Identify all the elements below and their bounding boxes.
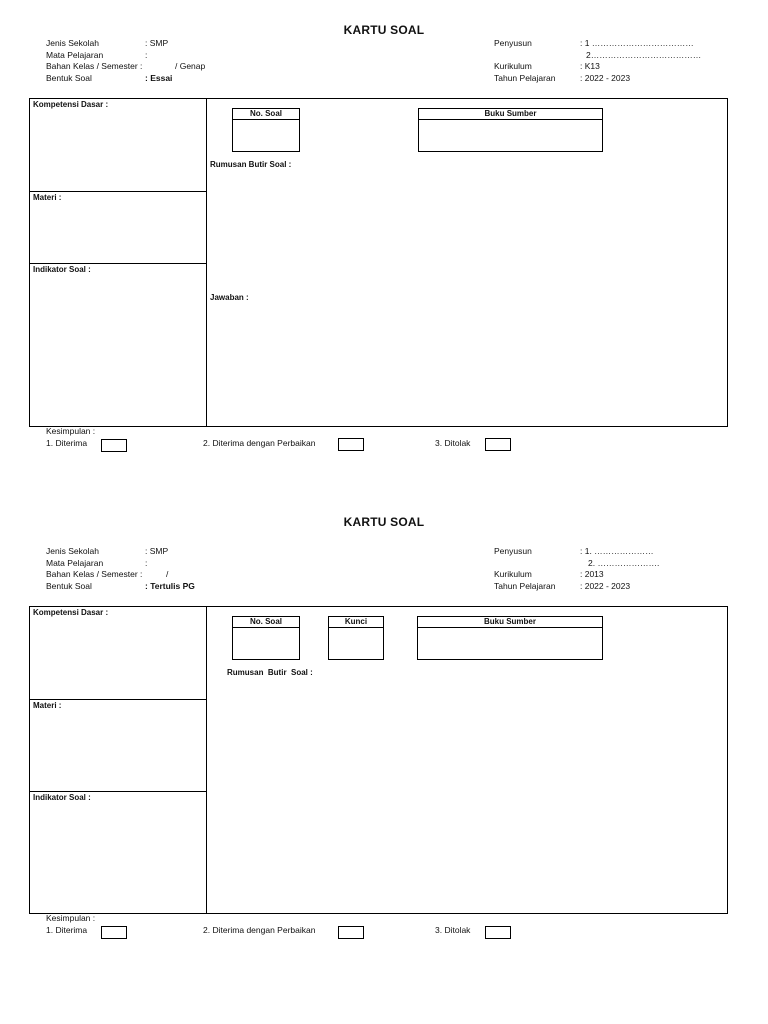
meta-value: : SMP [145,546,169,556]
meta-value: : 2022 - 2023 [580,72,631,83]
meta-label: Bahan Kelas / Semester : [46,61,143,72]
meta-row [494,546,734,558]
meta-value: : SMP [145,38,169,48]
materi-label: Materi : [33,193,62,202]
no-soal-box [232,616,300,660]
rumusan-butir-soal-label: Rumusan Butir Soal : [227,668,313,677]
left-column [30,99,207,426]
indikator-soal-label: Indikator Soal : [33,793,91,802]
meta-label: Jenis Sekolah [46,38,99,48]
meta-row [46,50,246,62]
meta-label: Jenis Sekolah [46,546,99,556]
materi-cell [30,191,206,263]
meta-value: : Essai [145,72,173,83]
meta-value: : Tertulis PG [145,580,195,591]
meta-label: Bentuk Soal [46,72,92,83]
meta-row [494,558,734,570]
meta-row [46,546,246,558]
meta-label: Tahun Pelajaran [494,72,556,83]
left-column [30,607,207,913]
kompetensi-dasar-label: Kompetensi Dasar : [33,608,109,617]
kesimpulan-label: Kesimpulan : [46,913,96,923]
question-frame [29,606,728,914]
question-frame [29,98,728,427]
meta-value: : 2013 [580,569,604,580]
meta-row [494,50,734,62]
diterima-checkbox[interactable] [101,439,127,452]
option-ditolak-label: 3. Ditolak [435,925,471,935]
option-diterima-label: 1. Diterima [46,438,88,448]
kompetensi-dasar-label: Kompetensi Dasar : [33,100,109,109]
meta-row [46,38,246,50]
meta-row [494,61,734,73]
diterima-perbaikan-checkbox[interactable] [338,438,364,451]
indikator-soal-label: Indikator Soal : [33,265,91,274]
meta-label: Kurikulum [494,61,532,72]
kunci-header: Kunci [329,617,383,628]
kunci-box [328,616,384,660]
meta-value: : [145,49,148,60]
kesimpulan-label: Kesimpulan : [46,426,96,436]
buku-sumber-box [418,108,603,152]
option-ditolak-label: 3. Ditolak [435,438,471,448]
diterima-checkbox[interactable] [101,926,127,939]
materi-label: Materi : [33,701,62,710]
option-diterima-perbaikan-label: 2. Diterima dengan Perbaikan [203,438,316,448]
meta-row [494,581,734,593]
buku-sumber-header: Buku Sumber [418,617,602,628]
option-diterima-label: 1. Diterima [46,925,88,935]
meta-value: : 1 ……………………………… [580,38,694,48]
meta-value: : K13 [580,61,600,72]
meta-row [46,73,246,85]
card-title: KARTU SOAL [343,23,425,37]
meta-value: 2. …………………. [588,557,660,568]
meta-label: Mata Pelajaran [46,49,104,60]
no-soal-header: No. Soal [233,109,299,120]
meta-row [46,558,246,570]
meta-row [494,569,734,581]
option-diterima-perbaikan-label: 2. Diterima dengan Perbaikan [203,925,316,935]
meta-right [494,38,734,84]
card-title: KARTU SOAL [343,515,425,529]
indikator-soal-cell [30,263,206,426]
meta-row [494,73,734,85]
rumusan-butir-soal-label: Rumusan Butir Soal : [210,160,292,169]
jawaban-label: Jawaban : [210,293,249,302]
meta-right [494,546,734,592]
meta-value: : 1. ………………… [580,546,654,556]
meta-value: / Genap [175,61,206,72]
kompetensi-dasar-cell [30,607,206,699]
meta-row [46,581,246,593]
meta-label: Penyusun [494,546,532,556]
meta-row [46,569,246,581]
meta-left [46,546,246,592]
meta-label: Kurikulum [494,569,532,580]
meta-value: 2………………………………… [586,49,702,60]
diterima-perbaikan-checkbox[interactable] [338,926,364,939]
meta-label: Mata Pelajaran [46,557,104,568]
buku-sumber-header: Buku Sumber [419,109,602,120]
ditolak-checkbox[interactable] [485,926,511,939]
materi-cell [30,699,206,791]
meta-label: Penyusun [494,38,532,48]
meta-left [46,38,246,84]
kompetensi-dasar-cell [30,99,206,191]
ditolak-checkbox[interactable] [485,438,511,451]
meta-label: Bahan Kelas / Semester : [46,569,143,580]
meta-value: : 2022 - 2023 [580,580,631,591]
meta-label: Tahun Pelajaran [494,580,556,591]
meta-row [46,61,246,73]
no-soal-box [232,108,300,152]
no-soal-header: No. Soal [233,617,299,628]
indikator-soal-cell [30,791,206,913]
meta-label: Bentuk Soal [46,580,92,591]
meta-row [494,38,734,50]
meta-value: / [166,569,169,580]
buku-sumber-box [417,616,603,660]
meta-value: : [145,557,148,568]
